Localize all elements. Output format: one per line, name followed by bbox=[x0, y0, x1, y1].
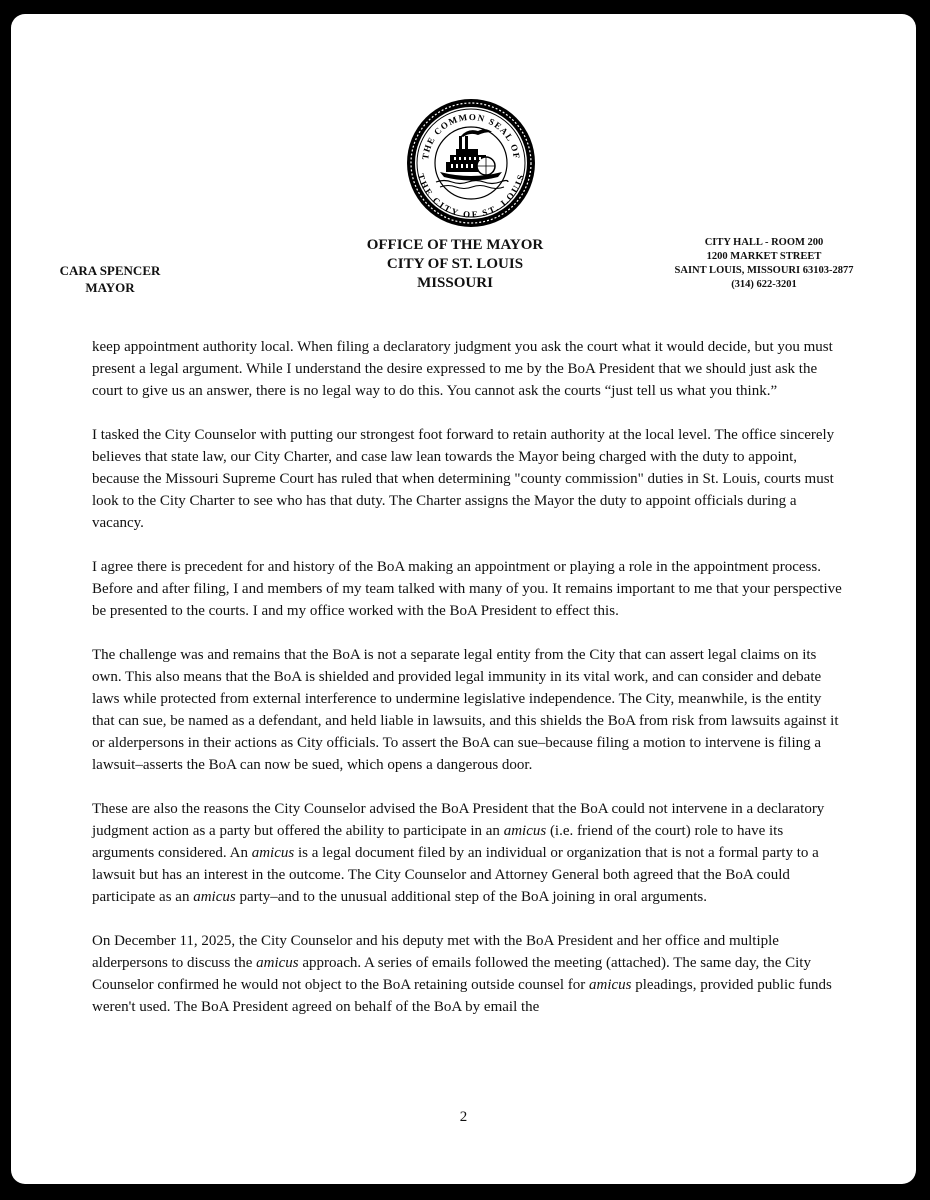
text-run: keep appointment authority local. When filing a declaratory judgment you ask the court what it would decide, but you must present a legal argument. While I understand the desire expressed to me by the BoA President that we should just ask the court to give us an answer, there is no legal way to do this. You cannot ask the courts “just tell us what you think.” bbox=[92, 339, 833, 399]
address-line-3: SAINT LOUIS, MISSOURI 63103-2877 bbox=[674, 265, 854, 276]
document-page bbox=[11, 14, 916, 1184]
letter-body bbox=[92, 336, 842, 1018]
text-run: The challenge was and remains that the BoA is not a separate legal entity from the City that can assert legal claims on its own. This also means that the BoA is shielded and provided legal immunity in its vital work, and can consider and debate laws while protected from external interference to undermine legislative independence. The City, meanwhile, is the entity that can sue, be named as a defendant, and held liable in lawsuits, and this shields the BoA from risk from lawsuits against it or alderpersons in their actions as City officials. To assert the BoA can sue–because filing a motion to intervene is filing a lawsuit–asserts the BoA can now be sued, which opens a dangerous door. bbox=[92, 647, 839, 773]
body-paragraph bbox=[92, 424, 842, 534]
text-run: is a legal document filed by an individual or organization that is not a formal party to a lawsuit but has an interest in the outcome. The City Counselor and Attorney General both agreed that the BoA could participate as an bbox=[92, 845, 819, 905]
office-line-3: MISSOURI bbox=[417, 275, 493, 291]
body-paragraph bbox=[92, 336, 842, 402]
text-run: approach. A series of emails followed the meeting (attached). The same day, the City Counselor confirmed he would not object to the BoA retaining outside counsel for bbox=[92, 955, 811, 993]
text-run: party–and to the unusual additional step of the BoA joining in oral arguments. bbox=[235, 889, 708, 905]
text-run: On December 11, 2025, the City Counselor and his deputy met with the BoA President and her office and multiple alderpersons to discuss the bbox=[92, 933, 779, 971]
body-paragraph bbox=[92, 930, 842, 1018]
svg-text:THE COMMON SEAL OF: THE COMMON SEAL OF bbox=[420, 111, 522, 161]
body-paragraph bbox=[92, 798, 842, 908]
italic-term: amicus bbox=[256, 955, 299, 971]
text-run: These are also the reasons the City Counselor advised the BoA President that the BoA could not intervene in a declaratory judgment action as a party but offered the ability to participate in an bbox=[92, 801, 825, 839]
page-number: 2 bbox=[459, 1109, 468, 1125]
mayor-title: MAYOR bbox=[85, 280, 135, 295]
body-paragraph bbox=[92, 644, 842, 776]
address-block bbox=[633, 236, 895, 292]
mayor-block bbox=[31, 262, 189, 296]
text-run: I agree there is precedent for and history of the BoA making an appointment or playing a role in the appointment process. Before and after filing, I and members of my team talked with many of you. It remains important to me that your perspective be presented to the courts. I and my office worked with the BoA President to effect this. bbox=[92, 559, 842, 619]
mayor-name: CARA SPENCER bbox=[59, 263, 161, 278]
office-line-2: CITY OF ST. LOUIS bbox=[386, 256, 524, 272]
italic-term: amicus bbox=[589, 977, 632, 993]
city-seal-logo bbox=[406, 98, 536, 228]
italic-term: amicus bbox=[251, 845, 295, 861]
address-line-1: CITY HALL - ROOM 200 bbox=[704, 237, 824, 248]
italic-term: amicus bbox=[503, 823, 547, 839]
office-block bbox=[331, 236, 579, 293]
text-run: pleadings, provided public funds weren't used. The BoA President agreed on behalf of the BoA by email the bbox=[92, 977, 832, 1015]
text-run: I tasked the City Counselor with putting our strongest foot forward to retain authority at the local level. The office sincerely believes that state law, our City Charter, and case law lean towards the Mayor being charged with the duty to appoint, because the Missouri Supreme Court has ruled that when determining "county commission" duties in St. Louis, courts must look to the City Charter to see who has that duty. The Charter assigns the Mayor the duty to appoint officials during a vacancy. bbox=[92, 427, 835, 531]
address-phone: (314) 622-3201 bbox=[731, 279, 797, 290]
text-run: (i.e. friend of the court) role to have its arguments considered. An bbox=[92, 823, 784, 861]
office-line-1: OFFICE OF THE MAYOR bbox=[366, 237, 544, 253]
address-line-2: 1200 MARKET STREET bbox=[706, 251, 822, 262]
body-paragraph bbox=[92, 556, 842, 622]
italic-term: amicus bbox=[193, 889, 236, 905]
svg-text:THE CITY OF ST. LOUIS: THE CITY OF ST. LOUIS bbox=[415, 172, 527, 220]
